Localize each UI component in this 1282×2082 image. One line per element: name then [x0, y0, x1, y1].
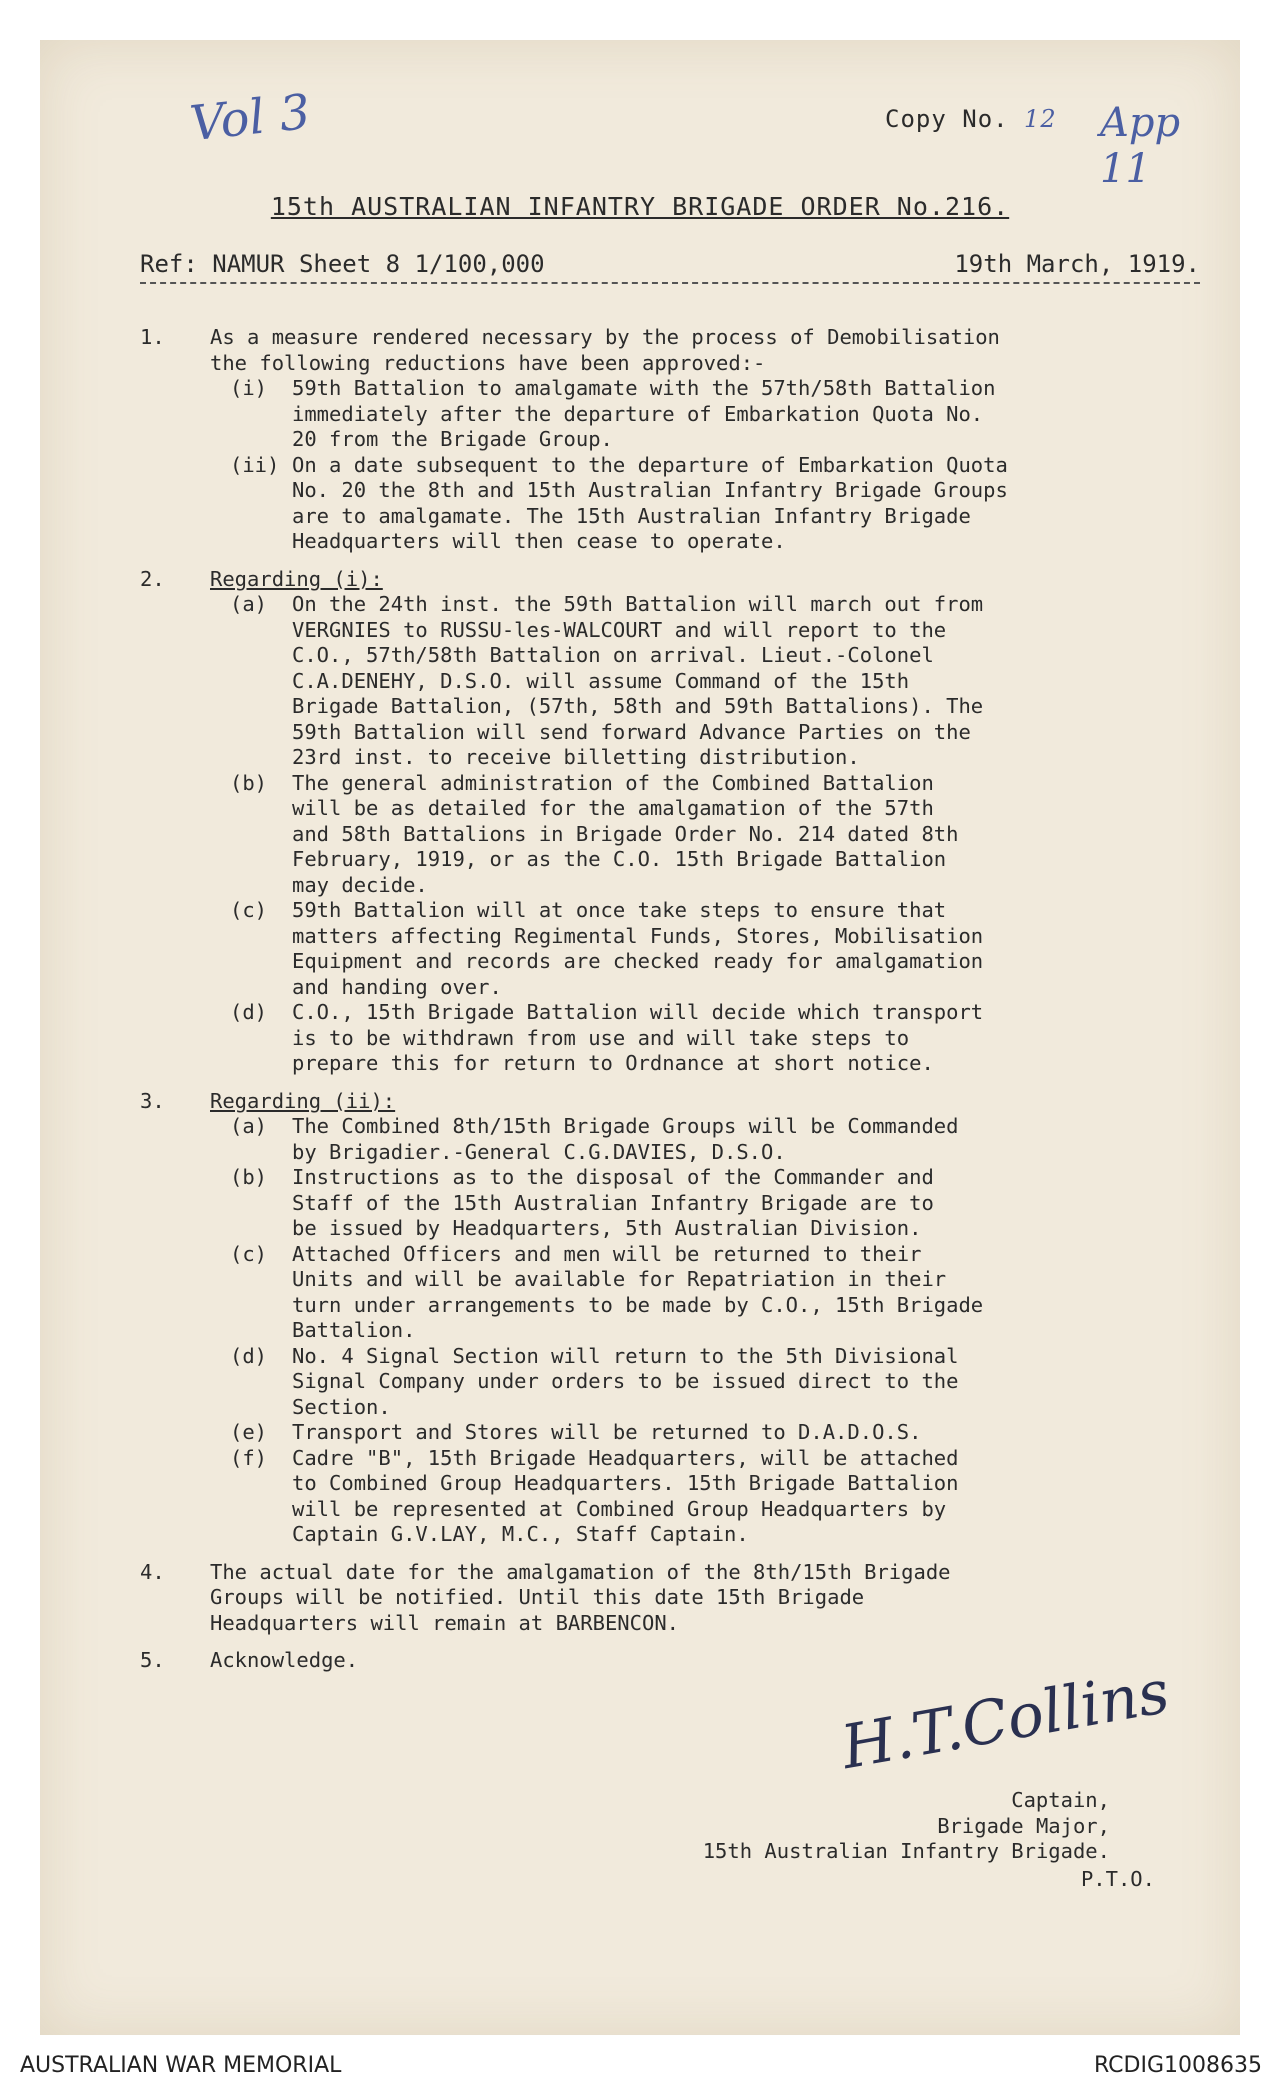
sub-paragraph-text — [292, 1344, 1220, 1421]
sub-paragraph-line: On a date subsequent to the departure of Embarkation Quota — [292, 452, 1008, 477]
sub-paragraph-label: (ii) — [230, 452, 280, 477]
sub-paragraph-line: Attached Officers and men will be returned to their — [292, 1241, 922, 1266]
order-title: 15th AUSTRALIAN INFANTRY BRIGADE ORDER No.216. — [270, 192, 1010, 221]
sub-paragraph-text — [292, 898, 1220, 1000]
paragraph-content — [210, 1648, 1220, 1674]
sub-paragraph — [230, 453, 1220, 555]
paragraph-content — [210, 325, 1220, 555]
sub-paragraph — [230, 898, 1220, 1000]
sub-paragraph-label: (c) — [230, 898, 268, 922]
paragraph-number: 3. — [140, 1088, 165, 1113]
sub-paragraph-line: 23rd inst. to receive billetting distribution. — [292, 745, 860, 769]
sub-paragraph-line: immediately after the departure of Embarkation Quota No. — [292, 401, 984, 426]
paragraph-content — [210, 1089, 1220, 1548]
order-paragraph — [140, 567, 1220, 1077]
sub-paragraph-text — [292, 1242, 1220, 1344]
sub-paragraph-label: (f) — [230, 1445, 268, 1470]
sub-paragraph-line: prepare this for return to Ordnance at short notice. — [292, 1051, 934, 1075]
sub-paragraph-line: will be represented at Combined Group Headquarters by — [292, 1496, 947, 1521]
sub-paragraph-line: turn under arrangements to be made by C.O., 15th Brigade — [292, 1292, 984, 1317]
archive-footer — [0, 2048, 1282, 2082]
sub-paragraph — [230, 1000, 1220, 1077]
sub-paragraph-line: and 58th Battalions in Brigade Order No. 214 dated 8th — [292, 821, 959, 846]
reference-line — [140, 250, 1200, 284]
sub-paragraph-label: (a) — [230, 592, 268, 616]
sub-paragraph — [230, 592, 1220, 771]
paragraph-line: As a measure rendered necessary by the process of Demobilisation — [210, 325, 1000, 349]
sub-paragraph — [230, 1114, 1220, 1165]
paragraph-number: 1. — [140, 325, 165, 349]
sub-paragraph-line: February, 1919, or as the C.O. 15th Brigade Battalion — [292, 847, 947, 871]
signature-appointment: Brigade Major, — [937, 1813, 1110, 1838]
signature-block — [703, 1788, 1110, 1865]
sub-paragraph-line: Brigade Battalion, (57th, 58th and 59th Battalions). The — [292, 694, 984, 718]
sub-paragraph-line: 59th Battalion will at once take steps to ensure that — [292, 898, 947, 922]
sub-paragraph-line: may decide. — [292, 872, 428, 897]
sub-paragraph-text — [292, 1165, 1220, 1242]
handwritten-signature: H.T.Collins — [836, 1656, 1175, 1784]
sub-paragraph-label: (b) — [230, 1165, 268, 1189]
sub-paragraph-label: (c) — [230, 1241, 268, 1266]
sub-paragraph-line: C.O., 57th/58th Battalion on arrival. Lieut.-Colonel — [292, 643, 934, 667]
sub-paragraph-line: will be as detailed for the amalgamation of the 57th — [292, 796, 934, 820]
signature-unit: 15th Australian Infantry Brigade. — [702, 1839, 1110, 1863]
paragraph-line: the following reductions have been approved:- — [210, 350, 766, 375]
sub-paragraph-text — [292, 771, 1220, 899]
sub-paragraph — [230, 1344, 1220, 1421]
paragraph-number: 5. — [140, 1648, 165, 1672]
sub-paragraph-line: Staff of the 15th Australian Infantry Brigade are to — [292, 1190, 934, 1215]
sub-paragraph-line: is to be withdrawn from use and will take steps to — [292, 1025, 910, 1050]
sub-paragraph-text — [292, 1000, 1220, 1077]
paragraph-line: Acknowledge. — [210, 1648, 359, 1672]
sub-paragraph — [230, 1420, 1220, 1446]
document-page — [40, 40, 1240, 2035]
paragraph-line: Headquarters will remain at BARBENCON. — [210, 1610, 679, 1635]
sub-paragraph — [230, 1446, 1220, 1548]
order-paragraph — [140, 1089, 1220, 1548]
sub-paragraph — [230, 771, 1220, 899]
order-paragraph — [140, 325, 1220, 555]
sub-paragraph-line: No. 4 Signal Section will return to the 5th Divisional — [292, 1343, 959, 1368]
sub-paragraph-line: On the 24th inst. the 59th Battalion will march out from — [292, 592, 984, 616]
sub-paragraph-line: Transport and Stores will be returned to D.A.D.O.S. — [292, 1420, 922, 1444]
copy-number — [885, 105, 1057, 133]
sub-paragraph-label: (d) — [230, 1343, 268, 1368]
sub-paragraph — [230, 376, 1220, 453]
sub-paragraph-line: to Combined Group Headquarters. 15th Brigade Battalion — [292, 1471, 959, 1495]
sub-paragraph-line: 59th Battalion will send forward Advance Parties on the — [292, 719, 971, 744]
sub-paragraph-line: Headquarters will then cease to operate. — [292, 529, 786, 553]
sub-paragraph-line: Section. — [292, 1394, 391, 1419]
paragraph-content — [210, 567, 1220, 1077]
signature-rank: Captain, — [1011, 1788, 1110, 1812]
paragraph-number: 4. — [140, 1559, 165, 1584]
sub-paragraph — [230, 1242, 1220, 1344]
sub-paragraph-text — [292, 592, 1220, 771]
sub-paragraph-line: Captain G.V.LAY, M.C., Staff Captain. — [292, 1522, 749, 1546]
sub-paragraph — [230, 1165, 1220, 1242]
sub-paragraph-line: VERGNIES to RUSSU-les-WALCOURT and will report to the — [292, 617, 947, 642]
sub-paragraph-line: matters affecting Regimental Funds, Stores, Mobilisation — [292, 923, 984, 948]
sub-paragraph-line: by Brigadier.-General C.G.DAVIES, D.S.O. — [292, 1139, 786, 1164]
sub-paragraph-line: 20 from the Brigade Group. — [292, 427, 613, 451]
map-reference: Ref: NAMUR Sheet 8 1/100,000 — [140, 250, 545, 278]
please-turn-over: P.T.O. — [1080, 1867, 1155, 1891]
order-body — [140, 325, 1220, 1686]
sub-paragraph-text — [292, 1446, 1220, 1548]
sub-paragraph-line: Equipment and records are checked ready for amalgamation — [292, 949, 984, 973]
sub-paragraph-line: No. 20 the 8th and 15th Australian Infantry Brigade Groups — [292, 478, 1008, 502]
sub-paragraph-line: and handing over. — [292, 974, 502, 999]
sub-paragraph-line: Instructions as to the disposal of the Commander and — [292, 1165, 934, 1189]
sub-paragraph-line: The Combined 8th/15th Brigade Groups will be Commanded — [292, 1114, 959, 1138]
copy-number-value: 12 — [1024, 105, 1057, 133]
paragraph-number: 2. — [140, 566, 165, 591]
paragraph-header: Regarding (i): — [210, 566, 383, 591]
sub-paragraph-line: be issued by Headquarters, 5th Australian Division. — [292, 1216, 922, 1240]
sub-paragraph-line: Signal Company under orders to be issued direct to the — [292, 1369, 959, 1393]
handwritten-volume-note: Vol 3 — [187, 83, 313, 153]
paragraph-line: The actual date for the amalgamation of the 8th/15th Brigade — [210, 1559, 951, 1584]
handwritten-appendix-note: App 11 — [1100, 100, 1181, 192]
sub-paragraph-line: are to amalgamate. The 15th Australian Infantry Brigade — [292, 503, 971, 528]
sub-paragraph-label: (a) — [230, 1114, 268, 1138]
sub-paragraph-line: Cadre "B", 15th Brigade Headquarters, will be attached — [292, 1445, 959, 1470]
sub-paragraph-label: (d) — [230, 1000, 268, 1024]
footer-institution: AUSTRALIAN WAR MEMORIAL — [20, 2052, 342, 2078]
sub-paragraph-line: Units and will be available for Repatriation in their — [292, 1267, 947, 1291]
order-date: 19th March, 1919. — [954, 250, 1200, 278]
sub-paragraph-text — [292, 453, 1220, 555]
copy-label: Copy No. — [885, 105, 1009, 133]
sub-paragraph-line: C.O., 15th Brigade Battalion will decide which transport — [292, 1000, 984, 1024]
sub-paragraph-line: 59th Battalion to amalgamate with the 57th/58th Battalion — [292, 376, 996, 400]
order-paragraph — [140, 1648, 1220, 1674]
sub-paragraph-text — [292, 1420, 1220, 1446]
sub-paragraph-line: The general administration of the Combined Battalion — [292, 770, 934, 795]
sub-paragraph-label: (b) — [230, 770, 268, 795]
sub-paragraph-text — [292, 376, 1220, 453]
sub-paragraph-label: (i) — [230, 376, 268, 400]
paragraph-header: Regarding (ii): — [210, 1088, 396, 1113]
sub-paragraph-text — [292, 1114, 1220, 1165]
sub-paragraph-line: Battalion. — [292, 1318, 416, 1342]
paragraph-line: Groups will be notified. Until this date 15th Brigade — [210, 1585, 865, 1609]
footer-record-id: RCDIG1008635 — [1093, 2052, 1262, 2078]
sub-paragraph-label: (e) — [230, 1420, 268, 1444]
paragraph-content — [210, 1560, 1220, 1637]
order-paragraph — [140, 1560, 1220, 1637]
sub-paragraph-line: C.A.DENEHY, D.S.O. will assume Command of the 15th — [292, 668, 910, 693]
